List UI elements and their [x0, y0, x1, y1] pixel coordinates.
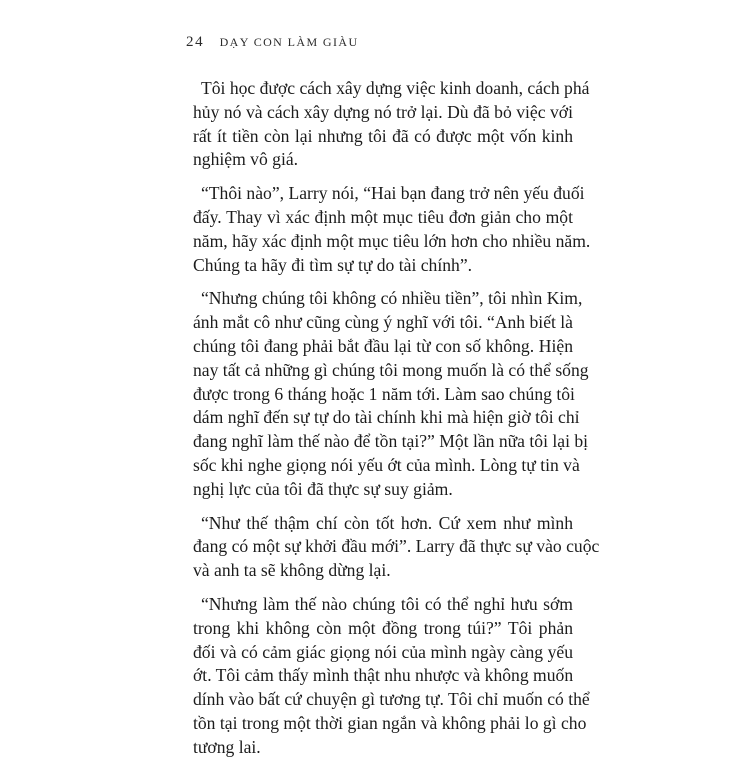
text-line: được trong 6 tháng hoặc 1 năm tới. Làm sao chúng tôi — [193, 383, 575, 404]
paragraph — [193, 77, 590, 172]
text-line: dám nghĩ đến sự tự do tài chính khi mà hiện giờ tôi chỉ — [193, 407, 580, 428]
text-line: tồn tại trong một thời gian ngắn và không phải lo gì cho — [193, 712, 587, 733]
text-line: tương lai. — [193, 736, 261, 757]
running-head — [186, 34, 359, 51]
text-line: đối và có cảm giác giọng nói của mình ngày càng yếu — [193, 641, 573, 662]
page-number: 24 — [186, 34, 205, 50]
text-line: “Nhưng chúng tôi không có nhiều tiền”, tôi nhìn Kim, — [201, 288, 583, 309]
text-line: trong khi không còn một đồng trong túi?” Tôi phản — [193, 617, 573, 638]
text-line: ánh mắt cô như cũng cùng ý nghĩ với tôi. “Anh biết là — [193, 312, 573, 333]
text-line: rất ít tiền còn lại nhưng tôi đã có được một vốn kinh — [193, 125, 573, 146]
text-line: nghị lực của tôi đã thực sự suy giảm. — [193, 478, 453, 499]
text-line: sốc khi nghe giọng nói yếu ớt của mình. Lòng tự tin và — [193, 454, 580, 475]
text-line: và anh ta sẽ không dừng lại. — [193, 560, 391, 581]
text-line: dính vào bất cứ chuyện gì tương tự. Tôi chỉ muốn có thể — [193, 689, 590, 710]
text-line: đang có một sự khởi đầu mới”. Larry đã thực sự vào cuộc — [193, 536, 600, 557]
paragraph — [193, 287, 589, 501]
text-line: chúng tôi đang phải bắt đầu lại từ con số không. Hiện — [193, 335, 573, 356]
text-line: “Thôi nào”, Larry nói, “Hai bạn đang trở nên yếu đuối — [201, 183, 585, 204]
text-line: Tôi học được cách xây dựng việc kinh doanh, cách phá — [201, 78, 590, 98]
paragraph — [193, 593, 590, 760]
text-line: năm, hãy xác định một mục tiêu lớn hơn cho nhiều năm. — [193, 230, 591, 251]
text-line: “Nhưng làm thế nào chúng tôi có thể nghỉ hưu sớm — [201, 593, 573, 614]
text-line: ớt. Tôi cảm thấy mình thật nhu nhược và không muốn — [193, 665, 574, 686]
body-text — [193, 77, 600, 770]
text-line: nay tất cả những gì chúng tôi mong muốn là có thể sống — [193, 359, 589, 380]
text-line: Chúng ta hãy đi tìm sự tự do tài chính”. — [193, 254, 473, 275]
text-line: hủy nó và cách xây dựng nó trở lại. Dù đã bỏ việc với — [193, 101, 573, 122]
text-line: “Như thế thậm chí còn tốt hơn. Cứ xem như mình — [201, 512, 573, 533]
text-line: đang nghĩ làm thế nào để tồn tại?” Một lần nữa tôi lại bị — [193, 431, 589, 452]
paragraph — [193, 182, 591, 277]
paragraph — [193, 512, 600, 583]
text-line: đấy. Thay vì xác định một mục tiêu đơn giản cho một — [193, 206, 573, 227]
book-title: DẠY CON LÀM GIÀU — [219, 35, 359, 49]
text-line: nghiệm vô giá. — [193, 149, 299, 170]
